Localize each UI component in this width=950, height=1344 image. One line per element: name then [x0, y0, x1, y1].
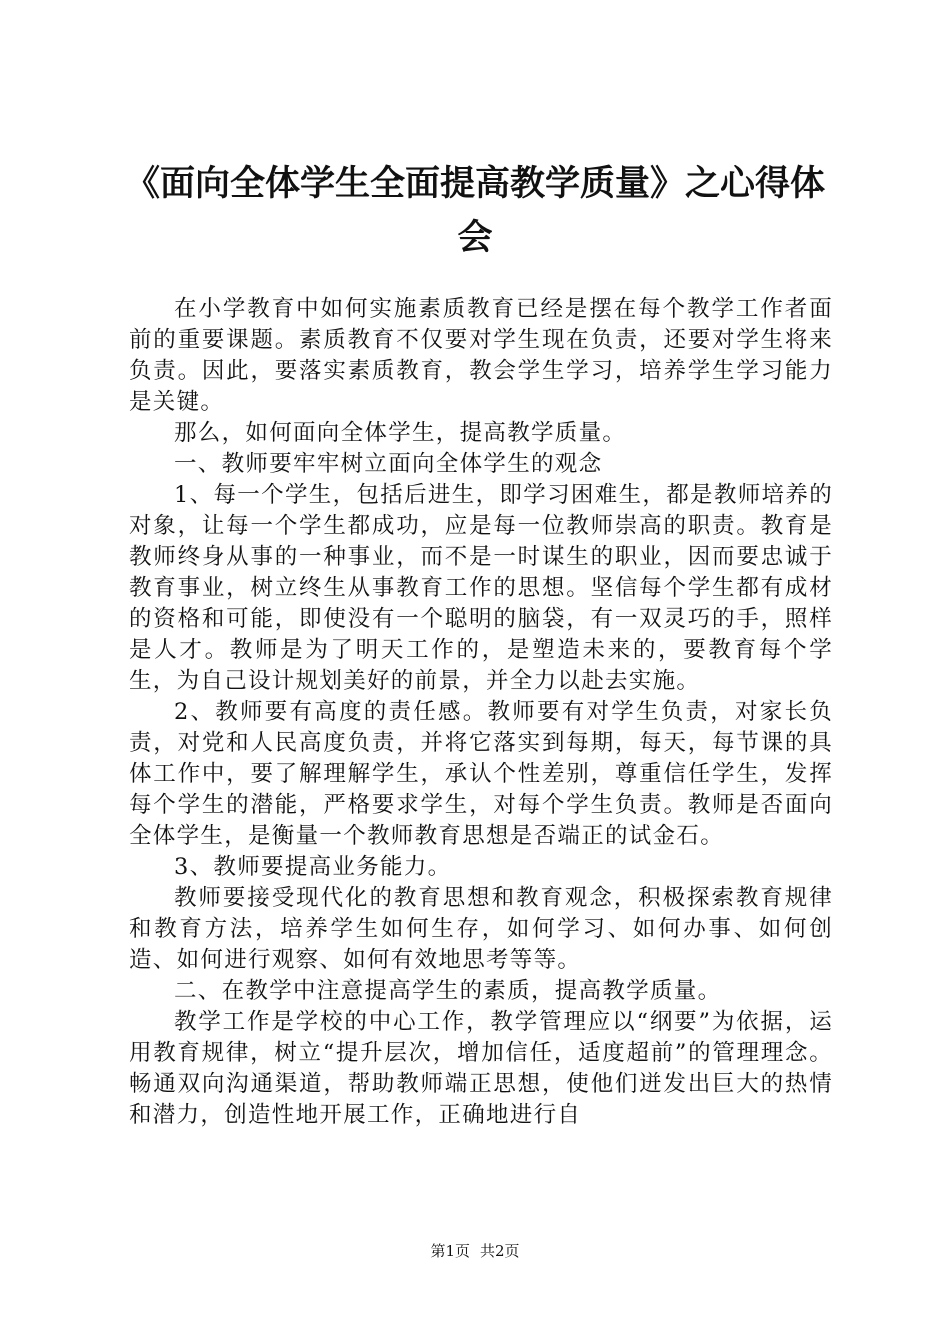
document-title-line-2: 会	[457, 218, 493, 258]
paragraph: 教师要接受现代化的教育思想和教育观念，积极探索教育规律和教育方法，培养学生如何生存，如何学习、如何办事、如何创造、如何进行观察、如何有效地思考等等。	[129, 885, 833, 973]
paragraph: 1、每一个学生，包括后进生，即学习困难生，都是教师培养的对象，让每一个学生都成功，应是每一位教师崇高的职责。教育是教师终身从事的一种事业，而不是一时谋生的职业，因而要忠诚于教育事业，树立终生从事教育工作的思想。坚信每个学生都有成材的资格和可能，即使没有一个聪明的脑袋，有一双灵巧的手，照样是人才。教师是为了明天工作的，是塑造未来的，要教育每个学生，为自己设计规划美好的前景，并全力以赴去实施。	[129, 482, 833, 694]
page-number: 第1页	[430, 1242, 470, 1260]
paragraph: 教学工作是学校的中心工作，教学管理应以“纲要”为依据，运用教育规律，树立“提升层次，增加信任，适度超前”的管理理念。畅通双向沟通渠道，帮助教师端正思想，使他们迸发出巨大的热情和潜力，创造性地开展工作，正确地进行自	[129, 1009, 833, 1128]
page-footer	[0, 1241, 950, 1261]
document-title-line-1: 《面向全体学生全面提高教学质量》之心得体	[124, 164, 825, 204]
paragraph: 在小学教育中如何实施素质教育已经是摆在每个教学工作者面前的重要课题。素质教育不仅要对学生现在负责，还要对学生将来负责。因此，要落实素质教育，教会学生学习，培养学生学习能力是关键。	[129, 296, 833, 415]
paragraph: 2、教师要有高度的责任感。教师要有对学生负责，对家长负责，对党和人民高度负责，并将它落实到每期，每天，每节课的具体工作中，要了解理解学生，承认个性差别，尊重信任学生，发挥每个学生的潜能，严格要求学生，对每个学生负责。教师是否面向全体学生，是衡量一个教师教育思想是否端正的试金石。	[129, 699, 833, 849]
paragraph: 3、教师要提高业务能力。	[174, 854, 452, 880]
paragraph: 二、在教学中注意提高学生的素质，提高教学质量。	[174, 978, 722, 1004]
document-body	[129, 294, 833, 1131]
paragraph: 一、教师要牢牢树立面向全体学生的观念	[174, 451, 603, 477]
paragraph: 那么，如何面向全体学生，提高教学质量。	[174, 420, 627, 446]
page-total: 共2页	[480, 1242, 520, 1260]
